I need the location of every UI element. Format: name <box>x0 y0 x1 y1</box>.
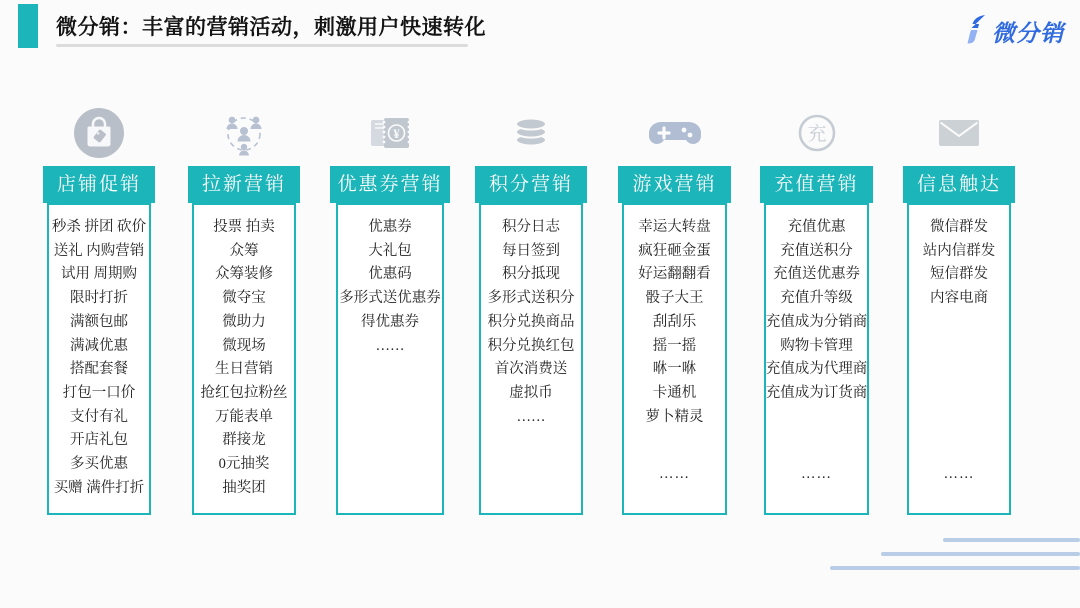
list-item: 投票 拍卖 <box>213 219 275 235</box>
brand-logo <box>965 14 1064 49</box>
list-item: 积分兑换红包 <box>487 337 575 354</box>
list-item: 首次消费送 <box>494 361 568 378</box>
shopping-bag-icon <box>43 100 155 166</box>
column-body <box>479 203 583 515</box>
title-underline <box>56 44 468 47</box>
list-item: 秒杀 拼团 砍价 <box>51 219 147 235</box>
list-item: 多买优惠 <box>70 456 128 473</box>
ellipsis-text: …… <box>801 466 832 483</box>
list-item: 微助力 <box>222 313 266 330</box>
marketing-column <box>618 100 731 515</box>
column-body <box>622 203 727 515</box>
page-title: 微分销：丰富的营销活动，刺激用户快速转化 <box>56 16 486 39</box>
list-item: 积分兑换商品 <box>487 313 575 330</box>
list-item: 0元抽奖 <box>218 456 270 473</box>
list-item: 积分日志 <box>502 219 560 235</box>
list-item: 得优惠券 <box>361 313 419 330</box>
list-item: 购物卡管理 <box>780 337 853 354</box>
ellipsis-text: …… <box>375 337 405 354</box>
list-item: 微现场 <box>222 337 266 354</box>
list-item: 每日签到 <box>502 242 560 259</box>
title-accent-bar <box>18 4 38 48</box>
list-item: 虚拟币 <box>509 384 553 401</box>
list-item: 开店礼包 <box>70 432 128 449</box>
ellipsis-text: …… <box>943 466 975 483</box>
column-body <box>47 203 151 515</box>
column-header: 游戏营销 <box>618 166 731 203</box>
marketing-column <box>903 100 1015 515</box>
column-header: 信息触达 <box>903 166 1015 203</box>
list-item: 多形式送积分 <box>487 290 575 307</box>
decor-line-1 <box>943 538 1080 542</box>
list-item: 骰子大王 <box>645 290 704 307</box>
column-header: 积分营销 <box>475 166 587 203</box>
list-item: 短信群发 <box>930 266 988 283</box>
list-item: 幸运大转盘 <box>638 219 711 235</box>
list-item: 大礼包 <box>368 242 412 259</box>
column-header: 店铺促销 <box>43 166 155 203</box>
column-body <box>907 203 1011 515</box>
user-group-icon <box>188 100 300 166</box>
list-item: 充值送积分 <box>780 242 853 259</box>
list-item: 充值升等级 <box>780 290 853 307</box>
wei-fenxiao-f-logo-icon <box>965 14 989 49</box>
column-header: 优惠券营销 <box>330 166 450 203</box>
list-item: 内容电商 <box>930 290 988 307</box>
list-item: 抢红包拉粉丝 <box>200 384 288 401</box>
list-item: 好运翻翻看 <box>638 266 711 283</box>
list-item: 站内信群发 <box>922 242 996 259</box>
marketing-column <box>188 100 300 515</box>
marketing-column <box>330 100 450 515</box>
list-item: 满减优惠 <box>70 337 128 354</box>
gamepad-icon <box>618 100 731 166</box>
list-item: 试用 周期购 <box>60 266 138 283</box>
column-body <box>764 203 869 515</box>
list-item: 支付有礼 <box>70 408 128 425</box>
coupon-icon <box>330 100 450 166</box>
list-item: 买赠 满件打折 <box>53 479 145 496</box>
svg-text:充: 充 <box>806 124 827 145</box>
list-item: 众筹 <box>229 242 259 259</box>
marketing-column <box>43 100 155 515</box>
list-item: 充值送优惠券 <box>773 266 860 283</box>
marketing-column <box>475 100 587 515</box>
list-item: 充值成为分销商 <box>765 313 868 330</box>
decor-line-2 <box>881 552 1080 556</box>
list-item: 限时打折 <box>70 290 128 307</box>
column-body <box>192 203 296 515</box>
list-item: 充值优惠 <box>787 219 846 235</box>
list-item: 充值成为订货商 <box>765 384 868 401</box>
list-item: 摇一摇 <box>652 337 697 354</box>
list-item: 积分抵现 <box>502 266 560 283</box>
envelope-icon <box>903 100 1015 166</box>
brand-logo-text: 微分销 <box>992 20 1064 46</box>
ellipsis-text: …… <box>659 466 690 483</box>
list-item: 搭配套餐 <box>70 361 128 378</box>
column-header: 拉新营销 <box>188 166 300 203</box>
list-item: 送礼 内购营销 <box>53 242 145 259</box>
list-item: 卡通机 <box>652 384 697 401</box>
recharge-icon <box>760 100 873 166</box>
list-item: 刮刮乐 <box>652 313 697 330</box>
list-item: 抽奖团 <box>222 479 266 496</box>
list-item: 优惠码 <box>368 266 412 283</box>
list-item: 萝卜精灵 <box>645 408 704 425</box>
list-item: 满额包邮 <box>70 313 128 330</box>
list-item: 生日营销 <box>215 361 273 378</box>
svg-text:¥: ¥ <box>393 126 400 141</box>
coins-icon <box>475 100 587 166</box>
list-item: 万能表单 <box>215 408 273 425</box>
column-header: 充值营销 <box>760 166 873 203</box>
column-body <box>336 203 444 515</box>
list-item: 多形式送优惠券 <box>339 290 441 307</box>
list-item: 疯狂砸金蛋 <box>638 242 711 259</box>
list-item: 群接龙 <box>222 432 266 449</box>
list-item: 优惠券 <box>368 219 412 235</box>
marketing-column <box>760 100 873 515</box>
list-item: 咻一咻 <box>652 361 697 378</box>
decor-line-3 <box>830 566 1080 570</box>
list-item: 微夺宝 <box>222 290 266 307</box>
list-item: 微信群发 <box>930 219 988 235</box>
ellipsis-text: …… <box>516 408 546 425</box>
list-item: 充值成为代理商 <box>765 361 868 378</box>
list-item: 众筹装修 <box>215 266 273 283</box>
list-item: 打包一口价 <box>62 384 136 401</box>
